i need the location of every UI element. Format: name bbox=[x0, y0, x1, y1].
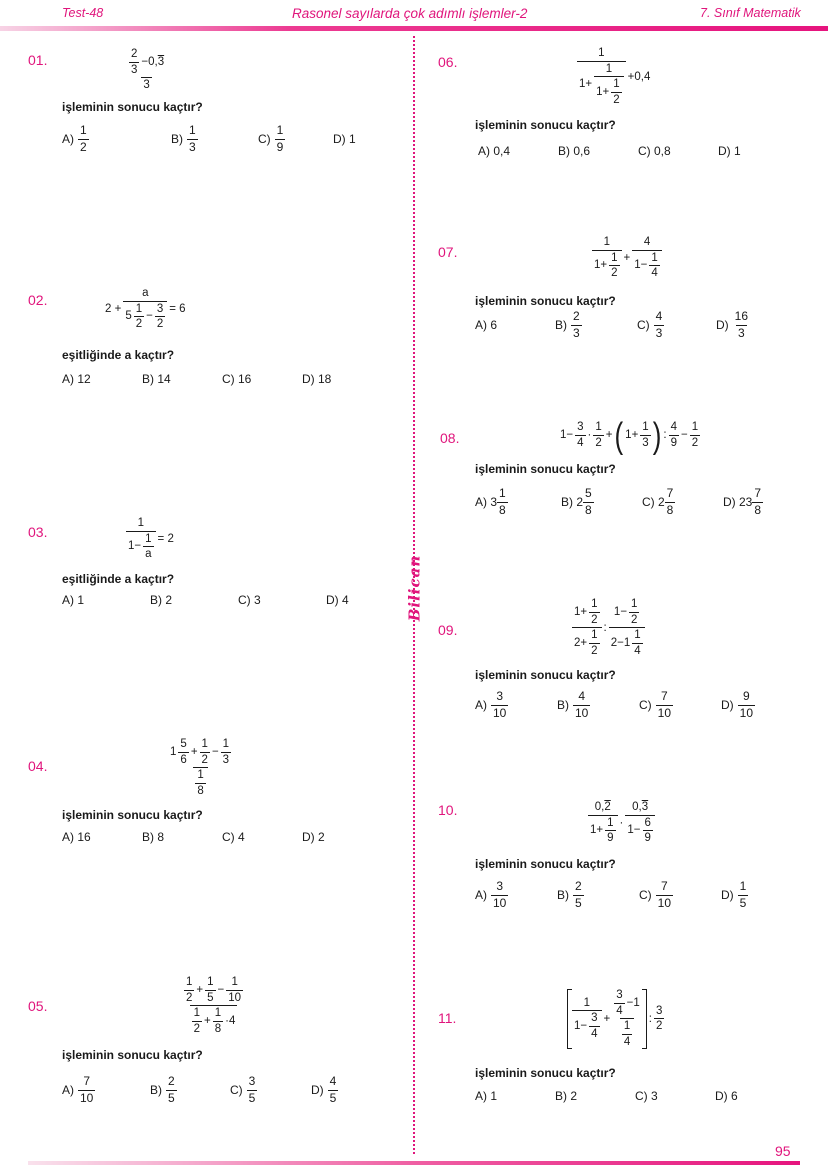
answer-options bbox=[475, 690, 755, 720]
header-bar bbox=[0, 26, 828, 31]
question-stem: işleminin sonucu kaçtır? bbox=[62, 100, 203, 114]
question-number: 05. bbox=[28, 998, 48, 1014]
option-d[interactable]: D) 23 7 8 bbox=[723, 486, 762, 517]
question-stem: işleminin sonucu kaçtır? bbox=[62, 808, 203, 822]
page-number: 95 bbox=[775, 1143, 791, 1159]
question-expression: 1 5 6 + 1 2 − 1 3 $\frac{1}{8}$ bbox=[170, 738, 230, 797]
answer-options bbox=[62, 124, 356, 154]
option-b[interactable]: B) 2 5 bbox=[557, 879, 582, 910]
question-stem: eşitliğinde a kaçtır? bbox=[62, 348, 175, 362]
question-stem: işleminin sonucu kaçtır? bbox=[475, 668, 616, 682]
option-b[interactable]: B) 8 bbox=[142, 830, 165, 844]
brand-logo: Bilican bbox=[405, 554, 423, 622]
option-c[interactable]: C) 4 bbox=[222, 830, 245, 844]
footer-bar bbox=[28, 1161, 800, 1165]
option-a[interactable]: A) 6 bbox=[475, 318, 498, 332]
question-expression: 1 1+ 1 1+ 1 2 +0,4 bbox=[579, 47, 651, 106]
answer-options bbox=[478, 136, 741, 166]
option-b[interactable]: B) 2 5 bbox=[150, 1074, 175, 1105]
question-stem: işleminin sonucu kaçtır? bbox=[62, 1048, 203, 1062]
answer-options bbox=[475, 880, 748, 910]
answer-options bbox=[475, 310, 750, 340]
option-a[interactable]: A) 12 bbox=[62, 372, 91, 386]
answer-options bbox=[475, 1081, 738, 1111]
option-c[interactable]: C) 0,8 bbox=[638, 144, 671, 158]
option-c[interactable]: C) 2 7 8 bbox=[642, 486, 674, 517]
question-number: 08. bbox=[440, 430, 460, 446]
option-a[interactable]: A) 7 10 bbox=[62, 1074, 94, 1105]
option-b[interactable]: B) 4 10 bbox=[557, 689, 589, 720]
header-test-label: Test-48 bbox=[62, 6, 104, 20]
option-a[interactable]: A) 1 bbox=[62, 593, 85, 607]
question-number: 11. bbox=[438, 1010, 457, 1026]
option-a[interactable]: A) 3 1 8 bbox=[475, 486, 506, 517]
option-b[interactable]: B) 2 bbox=[150, 593, 173, 607]
question-number: 02. bbox=[28, 292, 48, 308]
option-c[interactable]: C) 7 10 bbox=[639, 689, 672, 720]
option-c[interactable]: C) 4 3 bbox=[637, 309, 663, 340]
question-number: 10. bbox=[438, 802, 458, 818]
option-d[interactable]: D) 1 bbox=[333, 132, 356, 146]
question-number: 01. bbox=[28, 52, 48, 68]
answer-options bbox=[62, 1075, 338, 1105]
question-expression: 1+ 1 2 2+ 1 2 : 1− 1 2 2−1 1 4 bbox=[572, 598, 645, 658]
answer-options bbox=[62, 822, 325, 852]
option-c[interactable]: C) 7 10 bbox=[639, 879, 672, 910]
option-b[interactable]: B) 2 bbox=[555, 1089, 578, 1103]
option-d[interactable]: D) 4 bbox=[326, 593, 349, 607]
question-number: 09. bbox=[438, 622, 458, 638]
answer-options bbox=[475, 487, 763, 517]
option-a[interactable]: A) 1 bbox=[475, 1089, 498, 1103]
option-d[interactable]: D) 16 3 bbox=[716, 309, 749, 340]
question-expression: 1 1− 1 a = 2 bbox=[128, 517, 174, 561]
question-number: 03. bbox=[28, 524, 48, 540]
option-b[interactable]: B) 0,6 bbox=[558, 144, 591, 158]
option-d[interactable]: D) 4 5 bbox=[311, 1074, 337, 1105]
option-a[interactable]: A) 1 2 bbox=[62, 123, 87, 154]
question-expression: 0,2 1+ 1 9 · 0,3 1− 6 9 bbox=[588, 801, 655, 845]
question-expression: 2 + a 5 1 2 − 3 2 = 6 bbox=[105, 287, 186, 331]
header-course: 7. Sınıf Matematik bbox=[700, 6, 801, 20]
option-c[interactable]: C) 16 bbox=[222, 372, 252, 386]
question-stem: işleminin sonucu kaçtır? bbox=[475, 857, 616, 871]
option-d[interactable]: D) 1 bbox=[718, 144, 741, 158]
option-d[interactable]: D) 1 5 bbox=[721, 879, 747, 910]
question-number: 07. bbox=[438, 244, 458, 260]
option-d[interactable]: D) 9 10 bbox=[721, 689, 754, 720]
option-a[interactable]: A) 3 10 bbox=[475, 689, 507, 720]
option-d[interactable]: D) 18 bbox=[302, 372, 332, 386]
answer-options bbox=[62, 585, 349, 615]
option-a[interactable]: A) 0,4 bbox=[478, 144, 511, 158]
question-stem: eşitliğinde a kaçtır? bbox=[62, 572, 175, 586]
option-b[interactable]: B) 2 5 8 bbox=[561, 486, 592, 517]
question-stem: işleminin sonucu kaçtır? bbox=[475, 118, 616, 132]
answer-options bbox=[62, 364, 331, 394]
option-d[interactable]: D) 6 bbox=[715, 1089, 738, 1103]
option-c[interactable]: C) 1 9 bbox=[258, 123, 284, 154]
header-title: Rasonel sayılarda çok adımlı işlemler-2 bbox=[292, 6, 528, 21]
option-c[interactable]: C) 3 bbox=[238, 593, 261, 607]
option-c[interactable]: C) 3 5 bbox=[230, 1074, 256, 1105]
option-b[interactable]: B) 14 bbox=[142, 372, 171, 386]
question-expression: 1 2 + 1 5 − 1 10 1 2 + 1 8 ·4 bbox=[186, 976, 242, 1035]
question-stem: işleminin sonucu kaçtır? bbox=[475, 294, 616, 308]
option-c[interactable]: C) 3 bbox=[635, 1089, 658, 1103]
option-a[interactable]: A) 3 10 bbox=[475, 879, 507, 910]
option-b[interactable]: B) 1 3 bbox=[171, 123, 196, 154]
question-expression: 1 1+ 1 2 + 4 1− 1 4 bbox=[592, 236, 662, 280]
question-expression: 2 3 −0,3 3 bbox=[131, 48, 165, 92]
option-d[interactable]: D) 2 bbox=[302, 830, 325, 844]
question-number: 06. bbox=[438, 54, 458, 70]
question-stem: işleminin sonucu kaçtır? bbox=[475, 1066, 616, 1080]
option-b[interactable]: B) 2 3 bbox=[555, 309, 580, 340]
question-expression: 1− 3 4 · 1 2 + ( 1+ 1 3 ) : 4 9 − 1 2 bbox=[560, 414, 699, 457]
option-a[interactable]: A) 16 bbox=[62, 830, 91, 844]
question-number: 04. bbox=[28, 758, 48, 774]
question-stem: işleminin sonucu kaçtır? bbox=[475, 462, 616, 476]
question-expression: 1 1− 3 4 + 3 4 −1 $\frac{1}{4}$ : 3 2 bbox=[567, 989, 664, 1049]
